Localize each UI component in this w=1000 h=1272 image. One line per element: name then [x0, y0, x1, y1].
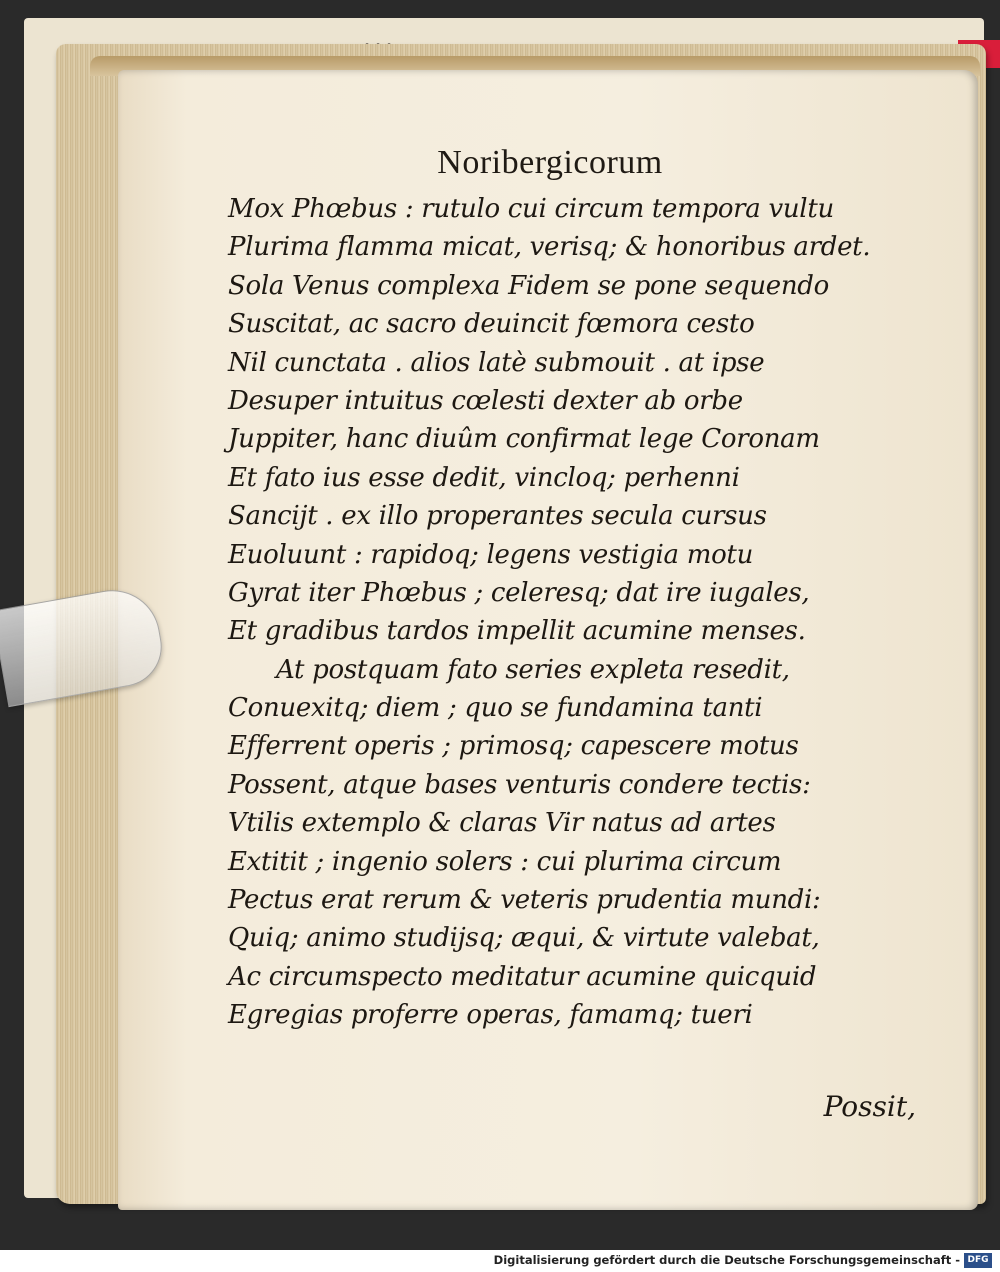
running-head: Noribergicorum [437, 144, 663, 181]
verse-line: Gyrat iter Phœbus ; celeresq; dat ire iugales, [228, 577, 810, 608]
dfg-logo-icon: DFG [964, 1253, 992, 1268]
verse-line: Et gradibus tardos impellit acumine menses. [228, 616, 806, 647]
funding-credit: Digitalisierung gefördert durch die Deutsche Forschungsgemeinschaft - [493, 1253, 960, 1267]
verse-line: Euoluunt : rapidoq; legens vestigia motu [228, 539, 754, 570]
verse-line: Vtilis extemplo & claras Vir natus ad artes [228, 808, 776, 839]
verse-line: Juppiter, hanc diuûm confirmat lege Coronam [228, 424, 820, 455]
verse-line: Conuexitq; diem ; quo se fundamina tanti [228, 693, 763, 724]
verse-line: Egregias proferre operas, famamq; tueri [228, 1000, 753, 1031]
verse-line: Efferrent operis ; primosq; capescere motus [228, 731, 799, 762]
verse-line: Suscitat, ac sacro deuincit fœmora cesto [228, 309, 755, 340]
verse-line: Ac circumspecto meditatur acumine quicquid [228, 961, 817, 992]
verse-line: Pectus erat rerum & veteris prudentia mundi: [228, 885, 821, 916]
verse-line: Possent, atque bases venturis condere tectis: [228, 769, 811, 800]
verse-line: Et fato ius esse dedit, vincloq; perhenni [228, 462, 740, 493]
verse-line: Sancijt . ex illo properantes secula cursus [228, 501, 767, 532]
verse-line: Sola Venus complexa Fidem se pone sequendo [228, 270, 830, 301]
catchword: Possit, [823, 1090, 916, 1123]
verse-line: Nil cunctata . alios latè submouit . at ipse [228, 347, 765, 378]
verse-line: Quiq; animo studijsq; æqui, & virtute valebat, [228, 923, 820, 954]
verse-line: Extitit ; ingenio solers : cui plurima circum [228, 846, 782, 877]
verse-line: At postquam fato series expleta resedit, [276, 654, 790, 685]
verse-line: Desuper intuitus cœlesti dexter ab orbe [228, 385, 743, 416]
footer [0, 1250, 1000, 1272]
verse-line: Mox Phœbus : rutulo cui circum tempora vultu [228, 194, 834, 224]
verse-text [228, 190, 948, 1035]
verse-line: Plurima flamma micat, verisq; & honoribus ardet. [228, 232, 871, 263]
